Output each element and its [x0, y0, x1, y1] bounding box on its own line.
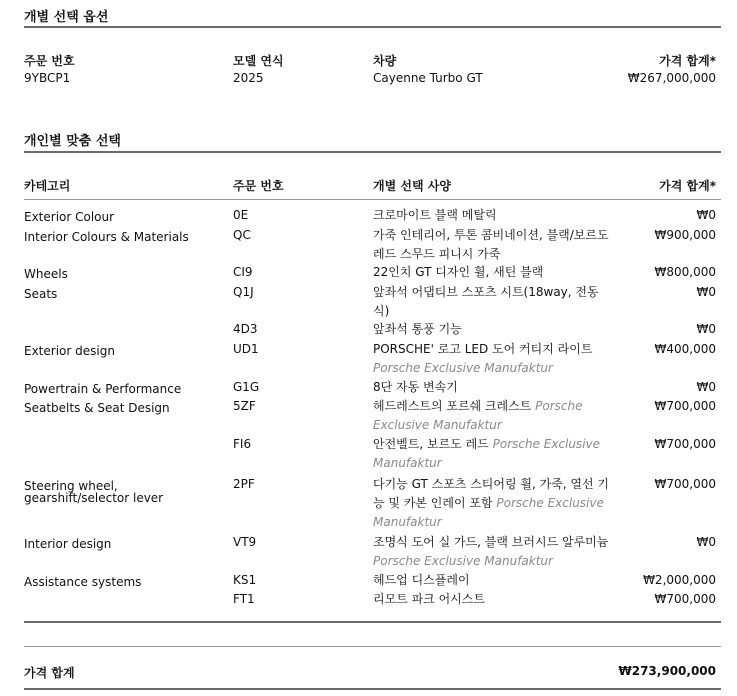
row-category: Exterior design: [24, 344, 115, 358]
header-option: 개별 선택 사양: [373, 179, 451, 193]
section-title-personalization: 개인별 맞춤 선택: [24, 134, 121, 149]
row-option: 22인치 GT 디자인 휠, 새틴 블랙: [373, 265, 544, 279]
divider: [24, 646, 721, 647]
row-price: ₩0: [696, 285, 716, 299]
row-code: 2PF: [233, 477, 255, 491]
divider: [24, 199, 721, 200]
section-title-individual-options: 개별 선택 옵션: [24, 10, 109, 25]
divider: [24, 621, 721, 623]
row-option-note: Porsche Exclusive Manufaktur: [373, 361, 553, 375]
row-option: 리모트 파크 어시스트: [373, 592, 485, 606]
row-option: PORSCHE' 로고 LED 도어 커티지 라이트: [373, 342, 593, 356]
row-code: 5ZF: [233, 399, 256, 413]
header-total-price: 가격 합계*: [659, 179, 716, 193]
row-category: Interior Colours & Materials: [24, 230, 189, 244]
row-option-cell: [373, 340, 613, 378]
vehicle-value: Cayenne Turbo GT: [373, 71, 483, 85]
header-total-price: 가격 합계*: [659, 54, 716, 68]
model-year-value: 2025: [233, 71, 264, 85]
row-option-cell: [373, 435, 613, 473]
row-option: 조명식 도어 실 가드, 블랙 브러시드 알루미늄: [373, 535, 609, 549]
row-option-cell: [373, 533, 613, 571]
row-price: ₩700,000: [654, 399, 716, 413]
header-vehicle: 차량: [373, 54, 397, 68]
divider: [24, 151, 721, 153]
row-code: UD1: [233, 342, 259, 356]
grand-total-label: 가격 합계: [24, 666, 75, 680]
row-category: Powertrain & Performance: [24, 382, 182, 396]
divider: [24, 688, 721, 690]
row-code: QC: [233, 228, 251, 242]
row-code: CI9: [233, 265, 253, 279]
row-option: 크로마이트 블랙 메탈릭: [373, 208, 497, 222]
row-price: ₩0: [696, 322, 716, 336]
row-code: G1G: [233, 380, 260, 394]
row-price: ₩0: [696, 535, 716, 549]
row-price: ₩0: [696, 380, 716, 394]
row-category: Steering wheel, gearshift/selector lever: [24, 479, 164, 505]
row-category: Seats: [24, 287, 58, 301]
row-code: 4D3: [233, 322, 258, 336]
row-price: ₩900,000: [654, 228, 716, 242]
row-option-note: Porsche Exclusive Manufaktur: [373, 399, 583, 432]
row-category: Interior design: [24, 537, 112, 551]
base-price-value: ₩267,000,000: [627, 71, 716, 85]
row-price: ₩0: [696, 208, 716, 222]
header-order-number: 주문 번호: [24, 54, 75, 68]
order-number-value: 9YBCP1: [24, 71, 71, 85]
row-code: FT1: [233, 592, 255, 606]
row-option: 8단 자동 변속기: [373, 380, 458, 394]
row-code: Q1J: [233, 285, 254, 299]
row-price: ₩800,000: [654, 265, 716, 279]
row-code: KS1: [233, 573, 257, 587]
row-price: ₩700,000: [654, 592, 716, 606]
row-option-cell: [373, 475, 613, 532]
row-option-note: Porsche Exclusive Manufaktur: [373, 437, 601, 470]
header-model-year: 모델 연식: [233, 54, 284, 68]
row-category: Exterior Colour: [24, 210, 115, 224]
row-category: Wheels: [24, 267, 68, 281]
row-code: FI6: [233, 437, 252, 451]
row-option: 다기능 GT 스포츠 스티어링 휠, 가죽, 열선 기능 및 카본 인레이 포함: [373, 477, 610, 510]
row-price: ₩400,000: [654, 342, 716, 356]
row-category: Seatbelts & Seat Design: [24, 401, 170, 415]
header-order-number: 주문 번호: [233, 179, 284, 193]
row-price: ₩700,000: [654, 437, 716, 451]
row-option: 안전벨트, 보르도 레드: [373, 437, 489, 451]
row-code: 0E: [233, 208, 249, 222]
divider: [24, 26, 721, 28]
row-option-note: Porsche Exclusive Manufaktur: [373, 554, 553, 568]
row-option-note: Porsche Exclusive Manufaktur: [373, 496, 604, 529]
row-option: 헤드업 디스플레이: [373, 573, 470, 587]
row-option: 앞좌석 통풍 기능: [373, 322, 462, 336]
header-category: 카테고리: [24, 179, 71, 193]
row-code: VT9: [233, 535, 257, 549]
row-option: 헤드레스트의 포르쉐 크레스트: [373, 399, 532, 413]
row-price: ₩700,000: [654, 477, 716, 491]
row-category: Assistance systems: [24, 575, 142, 589]
row-price: ₩2,000,000: [643, 573, 716, 587]
row-option: 가죽 인테리어, 투톤 콤비네이션, 블랙/보르도 레드 스무드 피니시 가죽: [373, 228, 609, 261]
grand-total-value: ₩273,900,000: [618, 664, 716, 678]
row-option-cell: [373, 397, 613, 435]
row-option: 앞좌석 어댑티브 스포츠 시트(18way, 전동식): [373, 285, 599, 318]
